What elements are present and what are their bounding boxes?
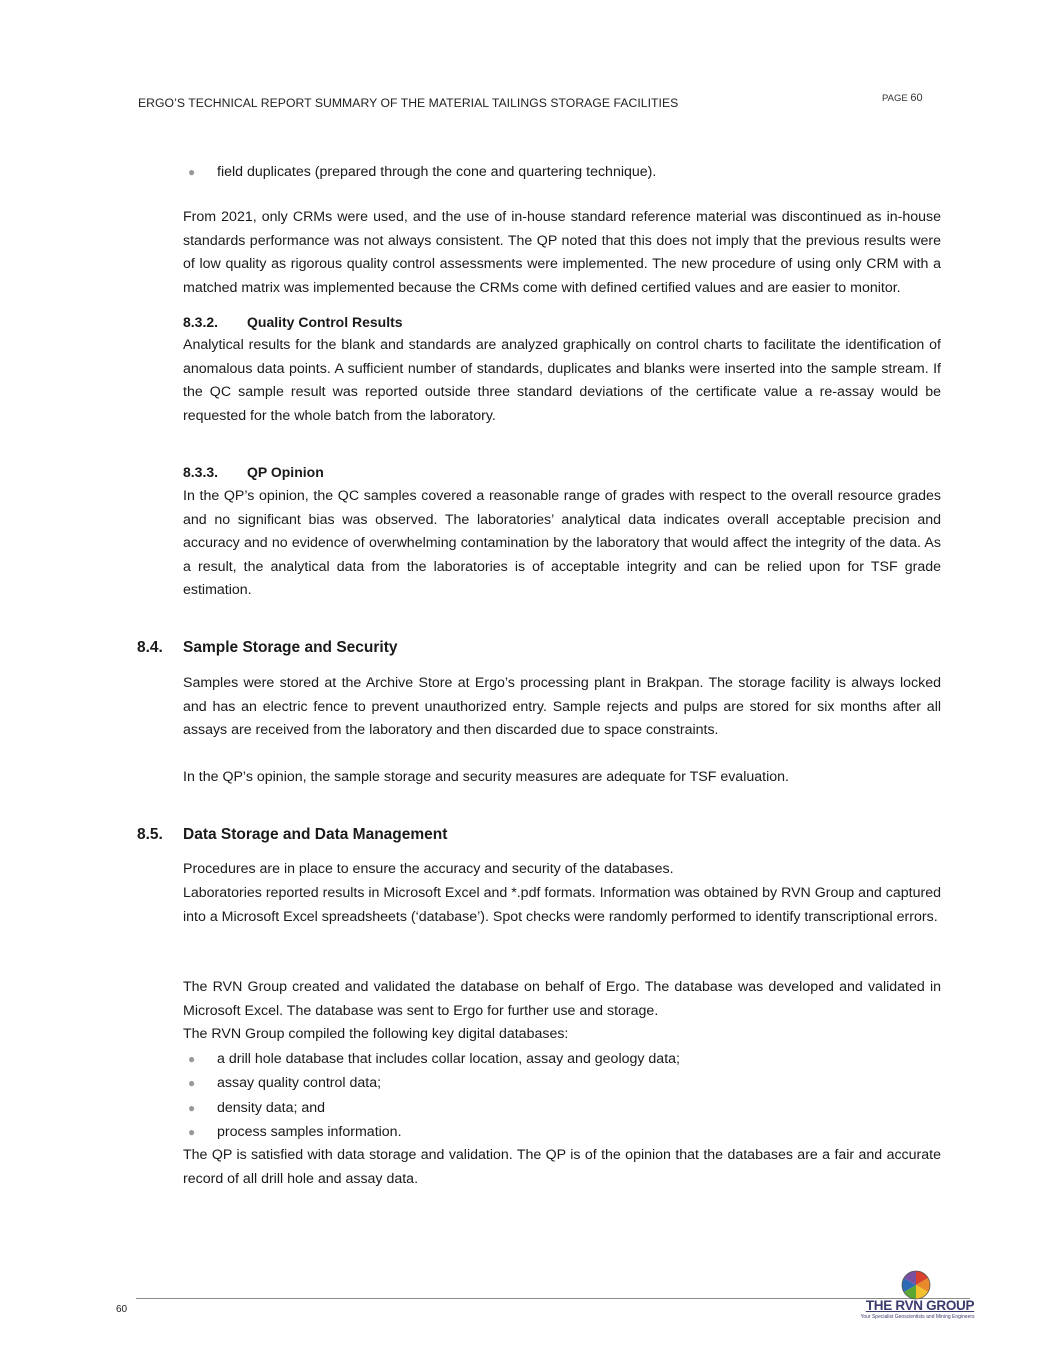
list-item-text: density data; and	[217, 1100, 326, 1116]
rvn-group-logo	[855, 1268, 980, 1326]
subsection-number: 8.3.2.	[183, 314, 219, 330]
bullet-icon: ●	[188, 1101, 196, 1115]
subsection-title: Quality Control Results	[247, 314, 403, 330]
paragraph-rvn-database: The RVN Group created and validated the database on behalf of Ergo. The database was developed and validated in Microsoft Excel. The database was sent to Ergo for further use and storage.	[183, 979, 941, 1019]
paragraph-quality-control-results: Analytical results for the blank and standards are analyzed graphically on control charts to facilitate the identification of anomalous data points. A sufficient number of standards, duplicates and blanks were inserted into the sample stream. If the QC sample result was reported outside three standard deviations of the certificate value a re-assay would be requested for the whole batch from the laboratory.	[183, 337, 941, 424]
section-heading-8-4	[137, 639, 537, 659]
paragraph-sample-storage: Samples were stored at the Archive Store at Ergo’s processing plant in Brakpan. The storage facility is always locked and has an electric fence to prevent unauthorized entry. Sample rejects and pulps are stored for six months after all assays are received from the laboratory and then discarded due to space constraints.	[183, 675, 941, 738]
bullet-icon: ●	[188, 165, 196, 179]
section-title: Data Storage and Data Management	[183, 826, 448, 843]
subsection-number: 8.3.3.	[183, 464, 219, 480]
list-item-text: a drill hole database that includes collar location, assay and geology data;	[217, 1051, 680, 1067]
paragraph-crm-usage: From 2021, only CRMs were used, and the use of in-house standard reference material was discontinued as in-house standards performance was not always consistent. The QP noted that this does not imply that the previous results were of low quality as rigorous quality control assessments were implemented. The new procedure of using only CRM with a matched matrix was implemented because the CRMs come with defined certified values and are easier to monitor.	[183, 209, 941, 296]
logo-wordmark: THE RVN GROUP	[865, 1298, 975, 1313]
section-title: Sample Storage and Security	[183, 639, 398, 656]
bullet-icon: ●	[188, 1052, 196, 1066]
paragraph-key-databases-intro: The RVN Group compiled the following key digital databases:	[183, 1026, 569, 1042]
bullet-icon: ●	[188, 1125, 196, 1139]
paragraph-procedures: Procedures are in place to ensure the accuracy and security of the databases.	[183, 861, 674, 877]
list-item-text: field duplicates (prepared through the cone and quartering technique).	[217, 164, 657, 180]
paragraph-storage-opinion: In the QP’s opinion, the sample storage and security measures are adequate for TSF evaluation.	[183, 769, 789, 785]
logo-tagline: Your Specialist Geoscientists and Mining Engineers	[860, 1314, 975, 1320]
subsection-heading-8-3-2	[183, 314, 403, 330]
paragraph-qp-opinion: In the QP’s opinion, the QC samples covered a reasonable range of grades with respect to the overall resource grades and no significant bias was observed. The laboratories’ analytical data indicates overall acceptable precision and accuracy and no evidence of overwhelming contamination by the laboratory that would affect the integrity of the data. As a result, the analytical data from the laboratories is of acceptable integrity and can be relied upon for TSF grade estimation.	[183, 488, 941, 598]
page-label-word: PAGE	[882, 93, 908, 104]
list-item-text: process samples information.	[217, 1124, 402, 1140]
bullet-icon: ●	[188, 1076, 196, 1090]
list-item-text: assay quality control data;	[217, 1075, 382, 1091]
section-heading-8-5	[137, 826, 637, 846]
page-label	[882, 92, 923, 104]
running-header-title: ERGO’S TECHNICAL REPORT SUMMARY OF THE MATERIAL TAILINGS STORAGE FACILITIES	[138, 96, 679, 110]
paragraph-laboratories-reported: Laboratories reported results in Microsoft Excel and *.pdf formats. Information was obtained by RVN Group and captured into a Microsoft Excel spreadsheets (‘database’). Spot checks were randomly performed to identify transcriptional errors.	[183, 885, 941, 925]
footer-page-number: 60	[116, 1304, 128, 1315]
section-number: 8.4.	[137, 639, 163, 656]
page-label-number: 60	[910, 92, 923, 104]
subsection-title: QP Opinion	[247, 464, 324, 480]
section-number: 8.5.	[137, 826, 163, 843]
subsection-heading-8-3-3	[183, 464, 324, 480]
paragraph-qp-satisfied: The QP is satisfied with data storage and validation. The QP is of the opinion that the databases are a fair and accurate record of all drill hole and assay data.	[183, 1147, 941, 1187]
footer-divider	[136, 1298, 970, 1299]
